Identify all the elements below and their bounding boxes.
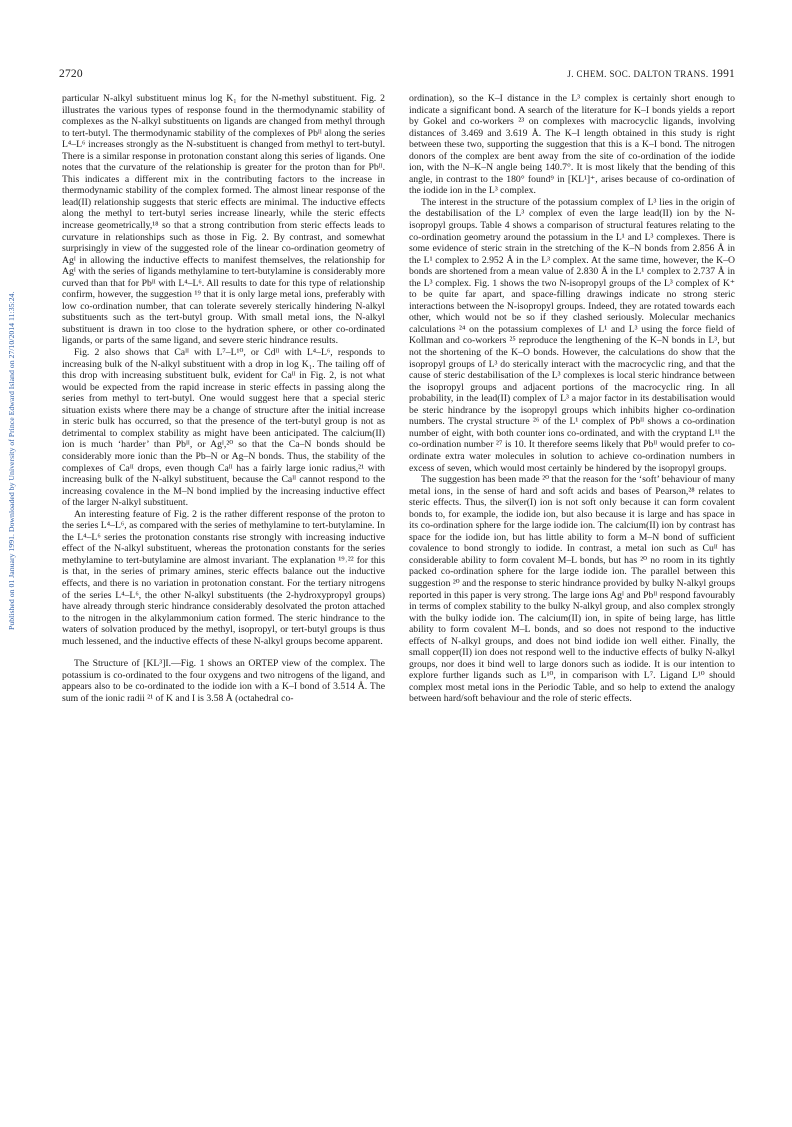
paragraph-proton-response: An interesting feature of Fig. 2 is the rather different response of the proton to the series L⁴–L⁶, as compared with the series of methylamine to tert-butylamine. In the L⁴–L⁶ series the protonation constants rise strongly with increasing inductive effect of the N-alkyl substituent, whereas the protonation constants for the series methylamine to tert-butylamine are almost invariant. The explanation ¹⁹˒²² for this is that, in the series of primary amines, steric effects balance out the inductive effects, and there is no variation in protonation constant. For the tertiary nitrogens of the series L⁴–L⁶, the other N-alkyl substituents (the 2-hydroxypropyl groups) have already through steric hindrance considerably desolvated the proton attached to the nitrogen in the alkylammonium cation formed. The steric hindrance to the waters of solvation produced by the methyl, isopropyl, or tert-butyl groups is thus much lessened, and the inductive effects of these N-alkyl groups become apparent. [62, 508, 385, 647]
right-column [409, 93, 735, 705]
paragraph-potassium-structure: The interest in the structure of the potassium complex of L³ lies in the origin of the destabilisation of the L³ complex of even the large lead(II) ion by the N-isopropyl groups. Table 4 shows a comparison of structural features relating to the co-ordination geometry around the potassium in the L¹ and L³ complexes. There is some evidence of steric strain in the stretching of the K–N bonds from 2.856 Å in the L¹ complex to 2.952 Å in the L³ complex. At the same time, however, the K–O bonds are shortened from a mean value of 2.830 Å in the L¹ complex to 2.737 Å in the L³ complex. Fig. 1 shows the two N-isopropyl groups of the L³ complex of K⁺ to be quite far apart, and space-filling drawings indicate no strong steric interactions between the N-isopropyl groups. Indeed, they are rotated towards each other, which would not be so if they clashed seriously. Molecular mechanics calculations ²⁴ on the potassium complexes of L¹ and L³ using the force field of Kollman and co-workers ²⁵ reproduce the lengthening of the K–N bonds in L³, but not the shortening of the K–O bonds. However, the calculations do show that the isopropyl groups of L³ do sterically interact with the macrocyclic ring, and that the cause of steric destabilisation of the L³ complexes is local steric hindrance between the isopropyl groups and adjacent portions of the macrocyclic ring. In all probability, in the lead(II) complex of L³ a major factor in its destabilisation would be steric hindrance by the isopropyl groups which inhibits higher co-ordination numbers. The crystal structure ²⁶ of the L¹ complex of Pbᴵᴵ shows a co-ordination number of eight, with both counter ions co-ordinated, and with the cryptand L¹¹ the co-ordination number ²⁷ is 10. It therefore seems likely that Pbᴵᴵ would prefer to co-ordinate extra water molecules in solution to achieve co-ordination numbers in excess of seven, which would most certainly be hindered by the isopropyl groups. [409, 196, 735, 474]
page-header [59, 68, 735, 84]
journal-name: J. CHEM. SOC. DALTON TRANS. [567, 69, 709, 79]
paragraph-structure-kl3i: The Structure of [KL³]I.—Fig. 1 shows an ORTEP view of the complex. The potassium is co-ordinated to the four oxygens and two nitrogens of the ligand, and appears also to be co-ordinated to the iodide ion with a K–I bond of 3.514 Å. The sum of the ionic radii ²¹ of K and I is 3.58 Å (octahedral co- [62, 658, 385, 704]
paragraph-calcium-response: Fig. 2 also shows that Caᴵᴵ with L⁷–L¹⁰, or Cdᴵᴵ with L⁴–L⁶, responds to increasing bulk of the N-alkyl substituent with a drop in log K₁. The tailing off of this drop with increasing substituent bulk, evident for Caᴵᴵ in Fig. 2, is not what would be expected from the rapid increase in steric effects in passing along the series from methyl to tert-butyl. One would suggest here that a special steric situation exists where there may be a change of structure after the initial increase in steric bulk has occurred, so that the presence of the tert-butyl group is not as detrimental to complex stability as might have been anticipated. The calcium(II) ion is much ‘harder’ than Pbᴵᴵ, or Agᴵ,²⁰ so that the Ca–N bonds should be considerably more ionic than the Pb–N or Ag–N bonds. Thus, the stability of the complexes of Caᴵᴵ drops, even though Caᴵᴵ has a fairly large ionic radius,²¹ with increasing bulk of the N-alkyl substituent, because the Caᴵᴵ cannot respond to the increasing covalence in the M–N bond implied by the increasing inductive effect of the larger N-alkyl substituent. [62, 347, 385, 509]
left-column [62, 93, 385, 704]
page-number: 2720 [59, 68, 83, 80]
paragraph-inductive-steric-effects: particular N-alkyl substituent minus log K₁ for the N-methyl substituent. Fig. 2 illustrates the various types of response found in the thermodynamic stability of complexes as the N-alkyl substituents on ligands are changed from methyl through to tert-butyl. The thermodynamic stability of the complexes of Pbᴵᴵ along the series L⁴–L⁶ increases strongly as the N-substituent is changed from methyl to tert-butyl. There is a similar response in protonation constant along this series of ligands. One notes that the curvature of the relationship is greater for the proton than for Pbᴵᴵ. This indicates a different mix in the contributing factors to the increase in thermodynamic stability of the complex formed. The almost linear response of the lead(II) relationship suggests that steric effects are minimal. The inductive effects along the methyl to tert-butyl series increase linearly, while the steric effects increase geometrically,¹⁸ so that a strong contribution from steric effects leads to curvature in relationships such as those in Fig. 2. By contrast, and somewhat surprisingly in view of the suggested role of the linear co-ordination geometry of Agᴵ in allowing the inductive effects to manifest themselves, the relationship for Agᴵ with the series of ligands methylamine to tert-butylamine is considerably more curved than that for Pbᴵᴵ with L⁴–L⁶. All results to date for this type of relationship confirm, however, the suggestion ¹⁹ that it is only large metal ions, preferably with low co-ordination number, that can tolerate severely sterically hindering N-alkyl substituents such as the tert-butyl group. With small metal ions, the N-alkyl substituent is drawn in too close to the hydration sphere, or other co-ordinated ligands, or parts of the same ligand, and severe steric hindrance results. [62, 93, 385, 347]
paragraph-soft-behaviour: The suggestion has been made ²⁰ that the reason for the ‘soft’ behaviour of many metal ions, in the sense of hard and soft acids and bases of Pearson,²⁸ relates to steric effects. Thus, the silver(I) ion is not soft only because it can form covalent bonds to, for example, the iodide ion, but also because it is large and has space in its co-ordination sphere for the large iodide ion. The calcium(II) ion by contrast has space for the iodide ion, but has little ability to form a M–N bond of sufficient covalence to bond strongly to iodide. In contrast, a metal ion such as Cuᴵᴵ has considerable ability to form covalent M–L bonds, but has ²⁰ no room in its tightly packed co-ordination sphere for the large iodide ion. The parallel between this suggestion ²⁰ and the response to steric hindrance provided by bulky N-alkyl groups reported in this paper is very strong. The large ions Agᴵ and Pbᴵᴵ respond favourably in terms of complex stability to the bulky N-alkyl group, and also complex strongly with the bulky iodide ion. The calcium(II) ion, in spite of being large, has little ability to form covalent M–L bonds, and so does not respond to the inductive effects of N-alkyl groups, and does not bind iodide ion well either. Finally, the small copper(II) ion does not respond well to the inductive effects of bulky N-alkyl groups, nor does it bind well to large donors such as iodide. It is our intention to explore further ligands such as L¹⁰, in comparison with L⁷. Ligand L¹⁰ should complex most metal ions in the Periodic Table, and so help to extend the analogy between hard/soft behaviour and the role of steric effects. [409, 474, 735, 705]
journal-running-title [567, 68, 735, 80]
download-note-text[interactable]: Published on 01 January 1991. Downloaded by University of Prince Edward Island on 27/10/2014 11:35:24. [7, 291, 16, 630]
journal-year: 1991 [711, 68, 735, 80]
paragraph-k-i-bond: ordination), so the K–I distance in the L³ complex is certainly short enough to indicate a significant bond. A search of the literature for K–I bonds yields a report by Gokel and co-workers ²³ on complexes with macrocyclic ligands, involving distances of 3.469 and 3.619 Å. The K–I length obtained in this study is right between these two, supporting the suggestion that this is a K–I bond. The nitrogen donors of the complex are bent away from the site of co-ordination of the iodide ion, with the N–K–N angle being 140.7°. It is most likely that the bending of this angle, in contrast to the 180° found⁹ in [KL¹]⁺, arises because of co-ordination of the iodide ion in the L³ complex. [409, 93, 735, 197]
download-watermark [6, 150, 18, 630]
